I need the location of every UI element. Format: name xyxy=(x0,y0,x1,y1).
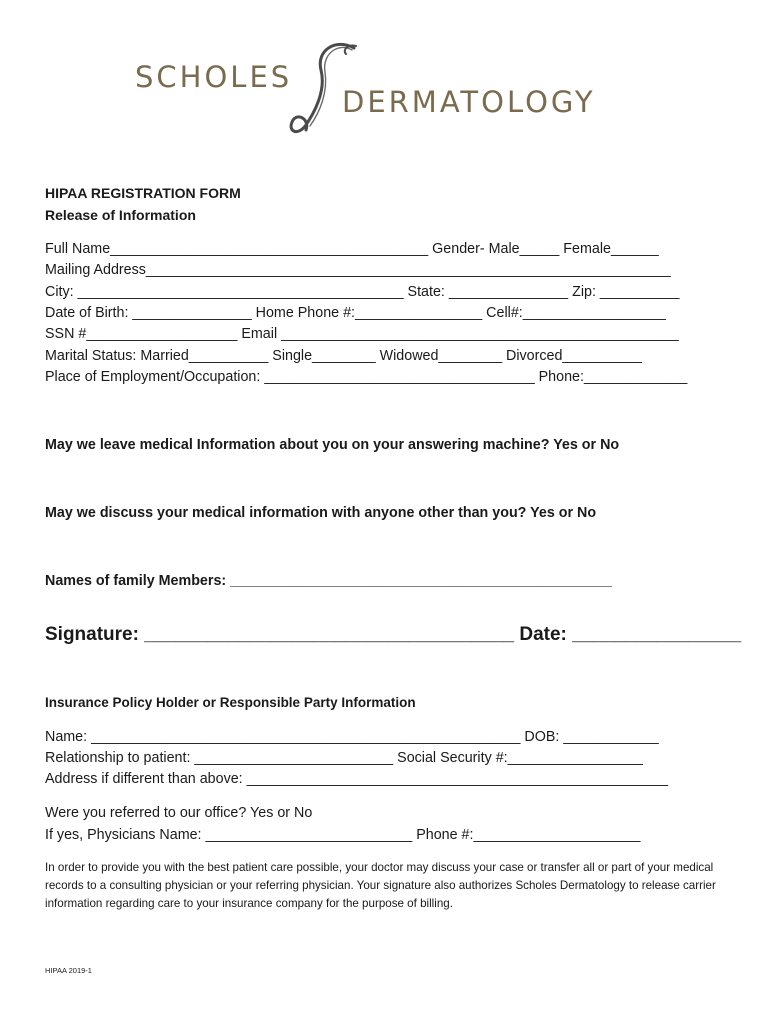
logo-word-scholes: SCHOLES xyxy=(135,60,293,94)
alt-address-field[interactable]: Address if different than above: _____________________________________________________ xyxy=(45,771,669,787)
mailing-address-field[interactable]: Mailing Address__________________________________________________________________ xyxy=(45,262,671,278)
physician-name-phone-field[interactable]: If yes, Physicians Name: __________________________ Phone #:_____________________ xyxy=(45,827,641,843)
employment-phone-field[interactable]: Place of Employment/Occupation: __________________________________ Phone:_____________ xyxy=(45,369,688,385)
insurance-name-dob-field[interactable]: Name: ______________________________________________________ DOB: ____________ xyxy=(45,729,659,745)
full-name-gender-field[interactable]: Full Name________________________________________ Gender- Male_____ Female______ xyxy=(45,241,659,257)
form-title: HIPAA REGISTRATION FORM xyxy=(45,185,241,201)
insurance-heading: Insurance Policy Holder or Responsible Party Information xyxy=(45,695,416,710)
signature-date-field[interactable]: Signature: ___________________________________ Date: ________________ xyxy=(45,624,742,645)
discuss-others-question[interactable]: May we discuss your medical information with anyone other than you? Yes or No xyxy=(45,505,597,521)
family-members-field[interactable]: Names of family Members: ________________________________________________ xyxy=(45,573,612,589)
city-state-zip-field[interactable]: City: _________________________________________ State: _______________ Zip: __________ xyxy=(45,284,680,300)
ssn-email-field[interactable]: SSN #___________________ Email __________________________________________________ xyxy=(45,326,679,342)
logo-word-dermatology: DERMATOLOGY xyxy=(342,85,596,119)
form-code: HIPAA 2019-1 xyxy=(45,966,92,975)
answering-machine-question[interactable]: May we leave medical Information about you on your answering machine? Yes or No xyxy=(45,437,620,453)
disclaimer-text: In order to provide you with the best patient care possible, your doctor may discuss your case or transfer all or part of your medical records to a consulting physician or your referring physician. Your signature also authorizes Scholes Dermatology to release carrier information regarding care to your insurance company for the purpose of billing. xyxy=(45,861,716,910)
relationship-ssn-field[interactable]: Relationship to patient: _________________________ Social Security #:_________________ xyxy=(45,750,643,766)
marital-status-field[interactable]: Marital Status: Married__________ Single________ Widowed________ Divorced__________ xyxy=(45,348,642,364)
dob-phone-cell-field[interactable]: Date of Birth: _______________ Home Phone #:________________ Cell#:__________________ xyxy=(45,305,666,321)
form-subtitle: Release of Information xyxy=(45,207,196,223)
referral-question[interactable]: Were you referred to our office? Yes or No xyxy=(45,805,313,821)
